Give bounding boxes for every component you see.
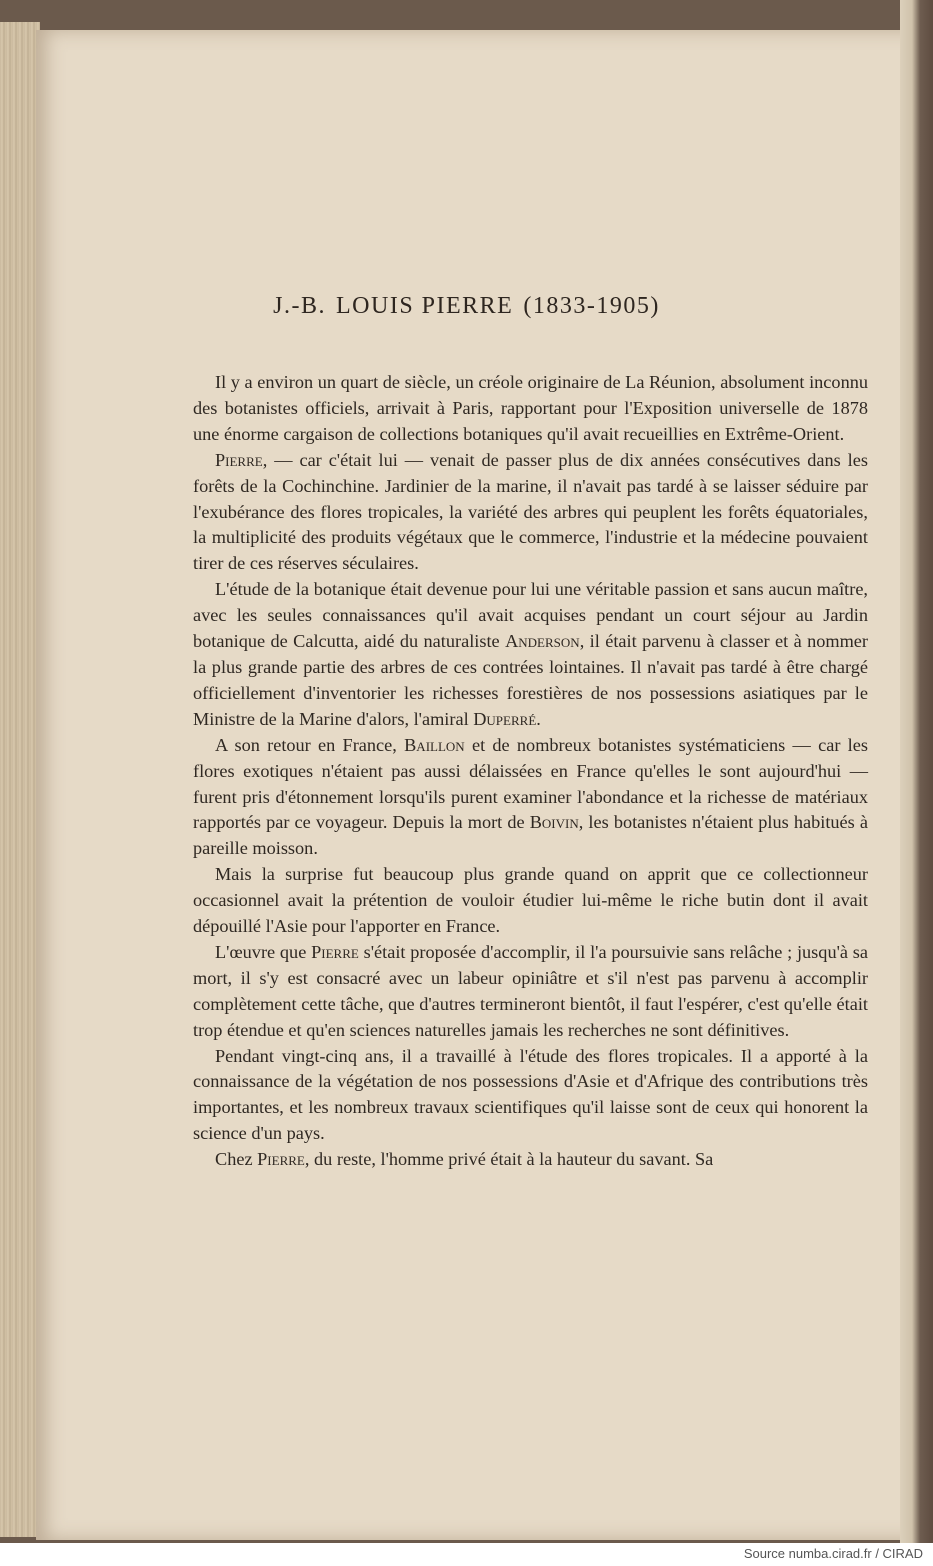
text-run: , les botanistes n'étaient plus habitués à pareille moisson. (193, 812, 868, 859)
body-paragraph (193, 862, 868, 940)
text-run: et de nombreux botanistes systématiciens — car les flores exotiques n'étaient pas aussi délaissées en France qu'elles le sont aujourd'hui — furent pris d'étonnement lorsqu'ils purent examiner l'abondance et la richesse de matériaux rapportés par ce voyageur. Depuis la mort de (193, 734, 868, 833)
text-run: , — car c'était lui — venait de passer plus de dix années consécutives dans les forêts de la Cochinchine. Jardinier de la marine, il n'avait pas tardé à se laisser séduire par l'exubérance des flores tropicales, la variété des arbres qui peuplent les forêts équatoriales, la multiplicité des produits végétaux que le commerce, l'industrie et la médecine pouvaient tirer de ces réserves séculaires. (193, 449, 868, 574)
body-paragraph (193, 577, 868, 732)
person-name: Boivin (529, 812, 579, 833)
source-credit: Source numba.cirad.fr / CIRAD (743, 1546, 923, 1561)
body-paragraph (193, 448, 868, 578)
text-run: L'étude de la botanique était devenue pour lui une véritable passion et sans aucun maître, avec les seules connaissances qu'il avait acquises pendant un court séjour au Jardin botanique de Calcutta, aidé du naturaliste (193, 579, 868, 652)
text-run: Il y a environ un quart de siècle, un créole originaire de La Réunion, absolument inconnu des botanistes officiels, arrivait à Paris, rapportant pour l'Exposition universelle de 1878 une énorme cargaison de collections botaniques qu'il avait recueillies en Extrême-Orient. (193, 372, 868, 444)
person-name: Baillon (404, 734, 465, 755)
text-run: Pendant vingt-cinq ans, il a travaillé à l'étude des flores tropicales. Il a apporté à la connaissance de la végétation de nos possessions d'Asie et d'Afrique des contributions très importantes, et les nombreux travaux scientifiques qu'il laisse sont de ceux qui honorent la science d'un pays. (193, 1045, 868, 1144)
book-cover-edge (900, 0, 933, 1543)
title-dates: (1833-1905) (523, 293, 660, 319)
article-body (193, 370, 868, 1173)
text-run: s'était proposée d'accomplir, il l'a poursuivie sans relâche ; jusqu'à sa mort, il s'y est consacré avec un labeur opiniâtre et s'il n'est pas parvenu à accomplir complètement cette tâche, que d'autres termineront bientôt, il faut l'espérer, c'est qu'elle était trop étendue et qu'en sciences naturelles jamais les recherches ne sont définitives. (193, 941, 868, 1040)
title-prefix: J.-B. (273, 293, 326, 319)
title-name: LOUIS PIERRE (336, 293, 514, 319)
text-run: Chez (215, 1149, 258, 1170)
person-name: Pierre (257, 1149, 305, 1170)
book-page-edges (0, 22, 40, 1537)
body-paragraph (193, 733, 868, 863)
text-run: , il était parvenu à classer et à nommer la plus grande partie des arbres de ces contrées lointaines. Il n'avait pas tardé à être chargé officiellement d'inventorier les richesses forestières de nos possessions asiatiques par le Ministre de la Marine d'alors, l'amiral (193, 631, 869, 729)
text-run: . (536, 708, 541, 729)
text-run: L'œuvre que (215, 941, 312, 962)
body-paragraph (193, 370, 868, 448)
person-name: Duperré (473, 708, 537, 729)
person-name: Anderson (505, 631, 580, 652)
text-run: A son retour en France, (215, 734, 405, 755)
person-name: Pierre (215, 449, 263, 470)
page-title (0, 293, 933, 320)
body-paragraph (193, 940, 868, 1044)
body-paragraph (193, 1044, 868, 1148)
person-name: Pierre (311, 941, 359, 962)
text-run: Mais la surprise fut beaucoup plus grande quand on apprit que ce collectionneur occasionnel avait la prétention de vouloir étudier lui-même le riche butin dont il avait dépouillé l'Asie pour l'apporter en France. (193, 864, 868, 937)
body-paragraph (193, 1147, 868, 1173)
text-run: , du reste, l'homme privé était à la hauteur du savant. Sa (304, 1149, 714, 1170)
